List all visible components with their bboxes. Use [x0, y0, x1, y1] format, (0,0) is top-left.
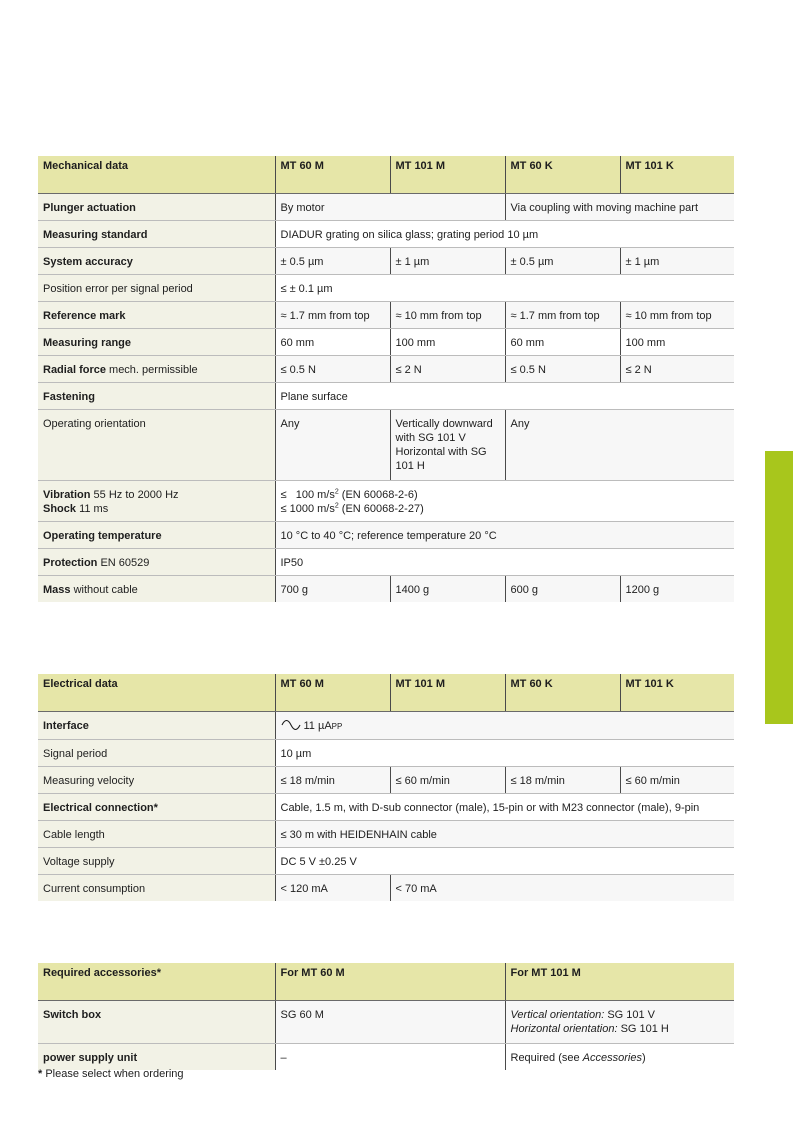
value-text: (EN 60068-2-27): [338, 503, 424, 515]
table-row: [38, 712, 734, 740]
table-row: [38, 221, 734, 248]
electrical-data-table: [38, 674, 734, 901]
value-text: (EN 60068-2-6): [338, 489, 418, 501]
header-cell: For MT 60 M: [275, 963, 505, 1001]
cell: ≈ 1.7 mm from top: [505, 302, 620, 329]
row-label-main: Shock: [43, 503, 77, 515]
row-label: Operating orientation: [38, 410, 275, 481]
cell: ± 0.5 µm: [275, 248, 390, 275]
table-row: [38, 549, 734, 576]
row-label: Measuring standard: [38, 221, 275, 248]
row-label: Switch box: [38, 1001, 275, 1044]
row-label: Measuring velocity: [38, 767, 275, 794]
accessories-table: [38, 963, 734, 1070]
cell: 10 °C to 40 °C; reference temperature 20 °C: [275, 522, 734, 549]
table-row: [38, 875, 734, 902]
table-row: [38, 481, 734, 522]
header-cell: MT 60 M: [275, 156, 390, 194]
cell: ≈ 10 mm from top: [390, 302, 505, 329]
table-row: [38, 302, 734, 329]
cell: ≤ 2 N: [390, 356, 505, 383]
cell: [505, 1001, 734, 1044]
header-cell: Electrical data: [38, 674, 275, 712]
cell: ≤ 60 m/min: [390, 767, 505, 794]
value-text: Required (see: [510, 1052, 583, 1064]
row-label-main: Protection: [43, 557, 98, 569]
header-cell: MT 60 M: [275, 674, 390, 712]
cell: By motor: [275, 194, 505, 221]
row-label: Signal period: [38, 740, 275, 767]
cell: IP50: [275, 549, 734, 576]
table-row: [38, 1044, 734, 1071]
row-label-main: Radial force: [43, 364, 106, 376]
row-label-suffix: EN 60529: [100, 557, 150, 569]
row-label: Position error per signal period: [38, 275, 275, 302]
table-row: [38, 767, 734, 794]
orientation-label: Horizontal orientation:: [510, 1023, 618, 1035]
table-row: [38, 194, 734, 221]
row-label: [38, 549, 275, 576]
value-text: ≤ 1000 m/s: [280, 503, 335, 515]
cell: ≤ 18 m/min: [275, 767, 390, 794]
row-label: [38, 356, 275, 383]
cell: [275, 712, 734, 740]
cell: < 70 mA: [390, 875, 734, 902]
cell: Any: [505, 410, 734, 481]
table-row: [38, 1001, 734, 1044]
shock-value: [281, 502, 730, 516]
row-label: Electrical connection*: [38, 794, 275, 821]
row-label: Cable length: [38, 821, 275, 848]
header-cell: MT 101 M: [390, 674, 505, 712]
vertical-orientation: [511, 1008, 730, 1022]
row-label: Current consumption: [38, 875, 275, 902]
cell: ≈ 1.7 mm from top: [275, 302, 390, 329]
cell: Cable, 1.5 m, with D-sub connector (male), 15-pin or with M23 connector (male), 9-pin: [275, 794, 734, 821]
table-row: [38, 275, 734, 302]
cell: ± 1 µm: [620, 248, 734, 275]
row-label: Fastening: [38, 383, 275, 410]
row-label-suffix: without cable: [73, 584, 138, 596]
exponent: 2: [334, 502, 339, 510]
header-cell: Mechanical data: [38, 156, 275, 194]
cell: ± 0.5 µm: [505, 248, 620, 275]
exponent: 2: [334, 488, 339, 496]
cell: ≤ 18 m/min: [505, 767, 620, 794]
cell: [275, 481, 734, 522]
row-label: Plunger actuation: [38, 194, 275, 221]
cell: ≈ 10 mm from top: [620, 302, 734, 329]
header-cell: Required accessories*: [38, 963, 275, 1001]
cell: 600 g: [505, 576, 620, 603]
table-row: [38, 794, 734, 821]
interface-unit: PP: [331, 722, 343, 731]
table-row: [38, 576, 734, 603]
sine-wave-icon: [281, 720, 301, 730]
header-cell: MT 101 M: [390, 156, 505, 194]
cell: 10 µm: [275, 740, 734, 767]
cell: ± 1 µm: [390, 248, 505, 275]
table-header-row: [38, 963, 734, 1001]
row-label: Measuring range: [38, 329, 275, 356]
table-row: [38, 410, 734, 481]
row-label: Voltage supply: [38, 848, 275, 875]
footnote-text: Please select when ordering: [42, 1068, 184, 1080]
cell: 1400 g: [390, 576, 505, 603]
cell: 60 mm: [505, 329, 620, 356]
row-label-suffix: mech. permissible: [109, 364, 198, 376]
row-label: System accuracy: [38, 248, 275, 275]
cell: 700 g: [275, 576, 390, 603]
cell: 1200 g: [620, 576, 734, 603]
cell: Plane surface: [275, 383, 734, 410]
cell: ≤ 60 m/min: [620, 767, 734, 794]
header-cell: MT 101 K: [620, 674, 734, 712]
cell: ≤ 2 N: [620, 356, 734, 383]
header-cell: MT 60 K: [505, 156, 620, 194]
cell: DIADUR grating on silica glass; grating period 10 µm: [275, 221, 734, 248]
cell: Any: [275, 410, 390, 481]
table-row: [38, 248, 734, 275]
table-header-row: [38, 156, 734, 194]
row-label-suffix: 11 ms: [79, 503, 109, 515]
table-row: [38, 848, 734, 875]
header-cell: MT 101 K: [620, 156, 734, 194]
cell: 60 mm: [275, 329, 390, 356]
table-row: [38, 356, 734, 383]
footnote: [38, 1068, 184, 1080]
cell: –: [275, 1044, 505, 1071]
footnote-star: *: [38, 1068, 43, 1080]
table-row: [38, 329, 734, 356]
table-row: [38, 522, 734, 549]
row-label-suffix: 55 Hz to 2000 Hz: [93, 489, 179, 501]
row-label: [38, 576, 275, 603]
interface-value: 11 µA: [303, 720, 332, 732]
cell: DC 5 V ±0.25 V: [275, 848, 734, 875]
cell: ≤ 0.5 N: [275, 356, 390, 383]
accessories-reference: Accessories: [582, 1052, 642, 1064]
cell: ≤ ± 0.1 µm: [275, 275, 734, 302]
table-header-row: [38, 674, 734, 712]
mechanical-data-table: [38, 156, 734, 602]
cell: ≤ 0.5 N: [505, 356, 620, 383]
vibration-value: [281, 488, 730, 502]
cell: [505, 1044, 734, 1071]
orientation-value: SG 101 V: [604, 1009, 656, 1021]
cell: 100 mm: [620, 329, 734, 356]
table-row: [38, 740, 734, 767]
vibration-label: [43, 488, 270, 502]
orientation-value: SG 101 H: [617, 1023, 669, 1035]
cell: Vertically downward with SG 101 V Horizontal with SG 101 H: [390, 410, 505, 481]
cell: SG 60 M: [275, 1001, 505, 1044]
row-label-main: Mass: [43, 584, 71, 596]
row-label: Interface: [38, 712, 275, 740]
value-text: ≤ 100 m/s: [280, 489, 335, 501]
orientation-label: Vertical orientation:: [510, 1009, 605, 1021]
row-label: [38, 481, 275, 522]
cell: ≤ 30 m with HEIDENHAIN cable: [275, 821, 734, 848]
header-cell: For MT 101 M: [505, 963, 734, 1001]
row-label-main: Vibration: [43, 489, 91, 501]
section-side-tab: [765, 451, 793, 724]
table-row: [38, 821, 734, 848]
horizontal-orientation: [511, 1022, 730, 1036]
table-row: [38, 383, 734, 410]
shock-label: [43, 502, 270, 516]
row-label: Reference mark: [38, 302, 275, 329]
value-text: ): [641, 1052, 646, 1064]
row-label: Operating temperature: [38, 522, 275, 549]
cell: < 120 mA: [275, 875, 390, 902]
cell: 100 mm: [390, 329, 505, 356]
row-label: power supply unit: [38, 1044, 275, 1071]
header-cell: MT 60 K: [505, 674, 620, 712]
cell: Via coupling with moving machine part: [505, 194, 734, 221]
